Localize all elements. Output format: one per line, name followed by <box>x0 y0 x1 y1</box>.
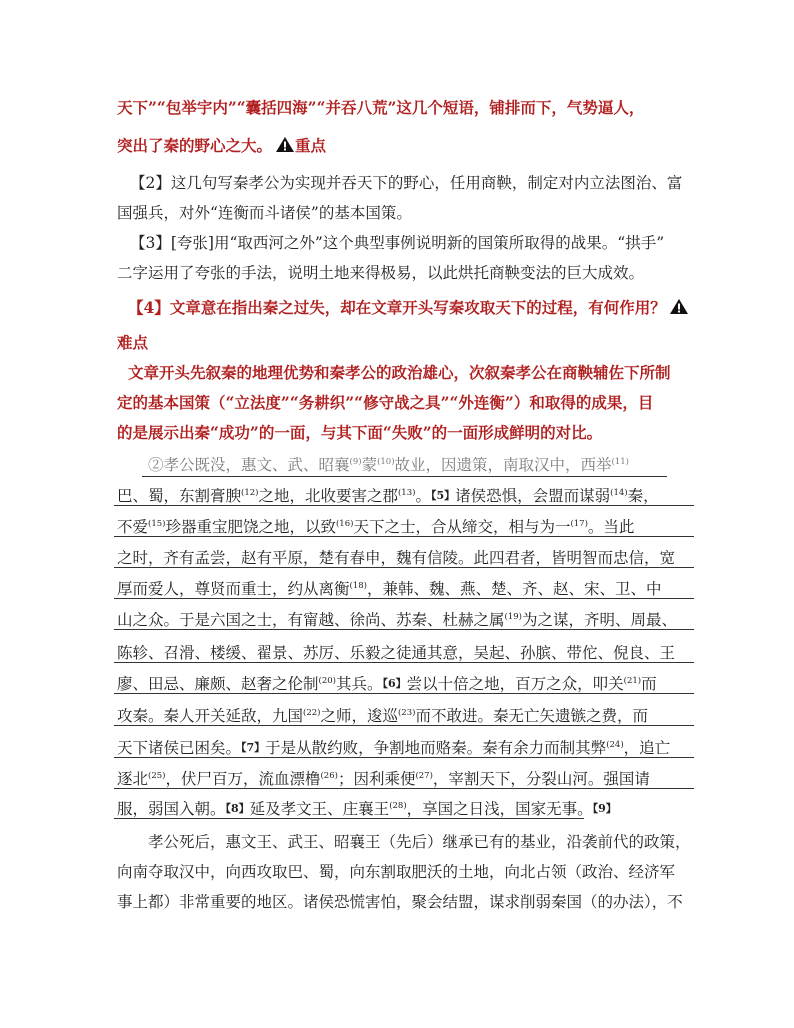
passage-text: ，享国之日浅，国家无事。 <box>406 800 593 818</box>
passage-text: ，宰割天下，分裂山河。强国请 <box>432 770 650 788</box>
passage-text: 尝以十倍之地，百万之众，叩关 <box>406 675 624 693</box>
footnote-marker: (19) <box>504 611 522 622</box>
passage-text: ，兼韩、魏、燕、楚、齐、赵、宋、卫、中 <box>366 580 662 598</box>
passage-line-1 <box>148 455 629 475</box>
footnote-marker: (14) <box>610 487 628 498</box>
footnote-marker: (24) <box>606 739 624 750</box>
passage-text: 【9】 <box>592 802 617 815</box>
warning-triangle-icon <box>669 298 689 315</box>
passage-line-5 <box>117 579 661 599</box>
passage-text: 秦， <box>627 487 659 505</box>
passage-text: 珍器重宝肥饶之地，以致 <box>165 518 336 536</box>
passage-line-10 <box>117 738 670 758</box>
footnote-marker: (18) <box>349 580 367 591</box>
passage-text: 【7】 <box>241 741 266 754</box>
passage-text: 不爱 <box>117 518 149 536</box>
translation-line-3: 事上都）非常重要的地区。诸侯恐慌害怕，聚会结盟，谋求削弱秦国（的办法），不 <box>117 893 683 911</box>
difficulty-label: 难点 <box>117 333 149 352</box>
passage-line-6 <box>117 610 677 630</box>
passage-line-8 <box>117 674 657 694</box>
note-3-line-1: 【3】[夸张]用“取西河之外”这个典型事例说明新的国策所取得的战果。“拱手” <box>130 234 665 252</box>
passage-text: 廖、田忌、廉颇、赵奢之伦制 <box>117 675 319 693</box>
underline-rule <box>114 598 694 599</box>
footnote-marker: (22) <box>303 707 321 718</box>
passage-text: 之地，北收要害之郡 <box>258 487 398 505</box>
analysis-line-1: 天下”“包举宇内”“囊括四海”“并吞八荒”这几个短语，铺排而下，气势逼人， <box>117 98 645 117</box>
underline-rule <box>142 476 667 477</box>
footnote-marker: (28) <box>389 800 407 811</box>
analysis-line-2 <box>117 136 326 156</box>
footnote-marker: (25) <box>148 770 166 781</box>
translation-line-1: 孝公死后，惠文王、武王、昭襄王（先后）继承已有的基业，沿袭前代的政策， <box>148 833 691 851</box>
footnote-marker: (20) <box>318 675 336 686</box>
passage-text: 其兵。 <box>335 675 383 693</box>
warning-triangle-icon <box>275 136 295 153</box>
question-4-text: 【4】文章意在指出秦之过失，却在文章开头写秦攻取天下的过程，有何作用？ <box>128 298 666 317</box>
underline-rule <box>114 567 694 568</box>
footnote-marker: (23) <box>397 707 416 718</box>
passage-line-4 <box>117 548 675 568</box>
passage-text: 天下诸侯已困矣。 <box>117 739 242 757</box>
passage-text: 故业，因遗策，南取汉中，西举 <box>394 456 612 474</box>
passage-text: 服，弱国入朝。 <box>117 800 226 818</box>
passage-text: 而 <box>641 675 657 693</box>
footnote-marker: (10) <box>377 456 395 467</box>
passage-text: 陈轸、召滑、楼缓、翟景、苏厉、乐毅之徒通其意，吴起、孙膑、带佗、倪良、王 <box>117 644 676 662</box>
passage-text: 【6】 <box>382 677 407 690</box>
passage-line-12 <box>117 799 617 819</box>
passage-text: 诸侯恐惧，会盟而谋弱 <box>455 487 611 505</box>
underline-rule <box>114 725 694 726</box>
passage-text: 之师，逡巡 <box>320 707 398 725</box>
passage-text: 逐北 <box>117 770 149 788</box>
footnote-marker: (16) <box>335 518 354 529</box>
passage-line-9 <box>117 706 648 726</box>
footnote-marker: (11) <box>611 456 629 467</box>
passage-text: 山之众。于是六国之士，有甯越、徐尚、苏秦、杜赫之属 <box>117 611 505 629</box>
passage-text: 【5】 <box>430 489 456 502</box>
passage-line-11 <box>117 769 650 789</box>
underline-rule <box>114 757 694 758</box>
underline-rule <box>114 505 694 506</box>
underline-rule <box>114 662 694 663</box>
footnote-marker: (15) <box>148 518 166 529</box>
note-2-line-2: 国强兵，对外“连衡而斗诸侯”的基本国策。 <box>117 204 412 222</box>
footnote-marker: (12) <box>241 487 259 498</box>
underline-rule <box>114 536 694 537</box>
underline-rule <box>114 629 694 630</box>
note-2-line-1: 【2】这几句写秦孝公为实现并吞天下的野心，任用商鞅，制定对内立法图治、富 <box>130 174 683 192</box>
passage-text: 为之谋，齐明、周最、 <box>521 611 677 629</box>
passage-text: ；因利乘便 <box>337 770 416 788</box>
passage-text: 。 <box>415 487 431 505</box>
footnote-marker: (26) <box>320 770 338 781</box>
footnote-marker: (9) <box>349 456 362 467</box>
underline-rule <box>114 693 694 694</box>
footnote-marker: (17) <box>570 518 588 529</box>
key-point-label: 重点 <box>295 136 327 155</box>
passage-text: 天下之士，合从缔交，相与为一 <box>353 518 571 536</box>
passage-text: ，追亡 <box>623 739 671 757</box>
passage-text: 延及孝文王、庄襄王 <box>249 800 390 818</box>
passage-text: 之时，齐有孟尝，赵有平原，楚有春申，魏有信陵。此四君者，皆明智而忠信，宽 <box>117 549 676 567</box>
answer-line-1: 文章开头先叙秦的地理优势和秦孝公的政治雄心，次叙秦孝公在商鞅辅佐下所制 <box>128 363 671 382</box>
passage-text: 。当此 <box>587 518 635 536</box>
passage-text: ，伏尸百万，流血漂橹 <box>165 770 321 788</box>
passage-text: 而不敢进。秦无亡矢遗镞之费，而 <box>415 707 648 725</box>
passage-line-3 <box>117 517 634 537</box>
footnote-marker: (27) <box>415 770 433 781</box>
answer-line-3: 的是展示出秦“成功”的一面，与其下面“失败”的一面形成鲜明的对比。 <box>117 423 603 442</box>
passage-line-7 <box>117 643 675 663</box>
note-3-line-2: 二字运用了夸张的手法，说明土地来得极易，以此烘托商鞅变法的巨大成效。 <box>117 264 645 282</box>
translation-line-2: 向南夺取汉中，向西攻取巴、蜀，向东割取肥沃的土地，向北占领（政治、经济军 <box>117 863 676 881</box>
underline-rule <box>114 788 694 789</box>
passage-text: 于是从散约败，争割地而赂秦。秦有余力而制其弊 <box>265 739 607 757</box>
passage-text: 蒙 <box>361 456 378 474</box>
question-4-line-1 <box>128 298 689 318</box>
passage-text: 巴、蜀，东割膏腴 <box>117 487 242 505</box>
footnote-marker: (21) <box>623 675 642 686</box>
passage-text: 攻秦。秦人开关延敌，九国 <box>117 707 304 725</box>
passage-text: 厚而爱人，尊贤而重士，约从离衡 <box>117 580 350 598</box>
footnote-marker: (13) <box>397 487 416 498</box>
underline-rule <box>114 818 584 819</box>
analysis-line-2-text: 突出了秦的野心之大。 <box>117 136 273 155</box>
passage-line-2 <box>117 486 659 506</box>
passage-text: 【8】 <box>225 802 250 815</box>
passage-text: ②孝公既没，惠文、武、昭襄 <box>148 456 350 474</box>
answer-line-2: 定的基本国策（“立法度”“务耕织”“修守战之具”“外连衡”）和取得的成果，目 <box>117 393 654 412</box>
